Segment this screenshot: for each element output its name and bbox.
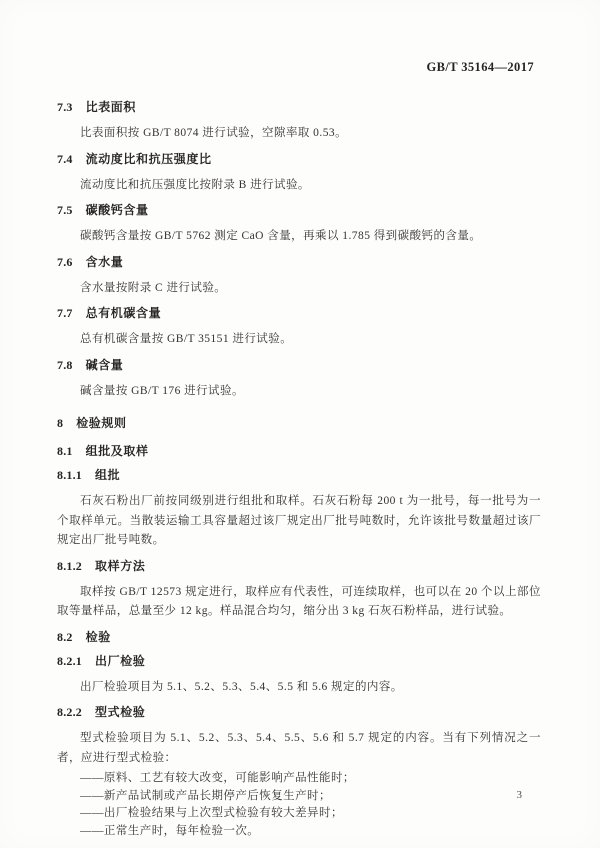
body-paragraph: 取样按 GB/T 12573 规定进行，取样应有代表性，可连续取样，也可以在 20 个以上部位取等量样品，总量至少 12 kg。样品混合均匀，缩分出 3 kg 石灰石粉样品，进行试验。 <box>57 585 541 617</box>
clause-heading <box>57 442 541 460</box>
clause-title: 组批及取样 <box>85 444 149 458</box>
clause-heading <box>57 628 541 646</box>
clause-title: 型式检验 <box>95 705 146 719</box>
body-paragraph: 比表面积按 GB/T 8074 进行试验，空隙率取 0.53。 <box>80 127 348 139</box>
clause-title: 碳酸钙含量 <box>85 203 149 217</box>
clause-title: 检验规则 <box>76 416 127 430</box>
clause-title: 比表面积 <box>85 100 137 114</box>
page-number: 3 <box>516 789 522 801</box>
clause-number: 7.4 <box>57 151 73 166</box>
clause-heading <box>57 201 541 219</box>
clause-title: 组批 <box>95 468 121 482</box>
body-paragraph: 碳酸钙含量按 GB/T 5762 测定 CaO 含量，再乘以 1.785 得到碳酸钙的含量。 <box>80 230 482 242</box>
body-paragraph: 型式检验项目为 5.1、5.2、5.3、5.4、5.5、5.6 和 5.7 规定的内容。当有下列情况之一者，应进行型式检验： <box>57 732 541 764</box>
dash-list-item: ——原料、工艺有较大改变，可能影响产品性能时； <box>80 772 355 784</box>
body-paragraph: 总有机碳含量按 GB/T 35151 进行试验。 <box>80 333 293 345</box>
dash-list-item: ——出厂检验结果与上次型式检验有较大差异时； <box>80 807 343 819</box>
subclause-heading <box>57 557 541 575</box>
clause-number: 8.2 <box>57 629 73 644</box>
dash-list-item: ——新产品试制或产品长期停产后恢复生产时； <box>80 789 331 802</box>
body-paragraph: 出厂检验项目为 5.1、5.2、5.3、5.4、5.5 和 5.6 规定的内容。 <box>80 680 403 693</box>
body-paragraph: 含水量按附录 C 进行试验。 <box>80 281 227 294</box>
clause-number: 8.1 <box>57 444 73 458</box>
clause-number: 7.7 <box>57 306 73 320</box>
clause-heading <box>57 150 541 168</box>
clause-number: 8 <box>57 416 64 430</box>
body-paragraph: 石灰石粉出厂前按同级别进行组批和取样。石灰石粉每 200 t 为一批号，每一批号为一个取样单元。当散装运输工具容量超过该厂规定出厂批号吨数时，允许该批号数量超过该厂规定出厂批号吨数。 <box>57 495 541 546</box>
clause-number: 8.1.2 <box>57 558 82 573</box>
clause-heading <box>57 253 541 271</box>
clause-title: 含水量 <box>85 254 124 269</box>
clause-title: 检验 <box>85 629 111 644</box>
clause-number: 7.5 <box>57 203 73 217</box>
clause-title: 总有机碳含量 <box>85 306 162 320</box>
body-paragraph: 流动度比和抗压强度比按附录 B 进行试验。 <box>80 178 310 191</box>
chapter-heading <box>57 414 541 432</box>
clause-number: 7.6 <box>57 254 73 269</box>
clause-number: 8.2.1 <box>57 653 82 668</box>
document-body <box>57 96 541 840</box>
dash-list-item: ——正常生产时，每年检验一次。 <box>80 824 260 837</box>
clause-number: 8.1.1 <box>57 468 82 482</box>
clause-number: 7.8 <box>57 357 73 372</box>
body-paragraph: 碱含量按 GB/T 176 进行试验。 <box>80 384 244 397</box>
subclause-heading <box>57 652 541 670</box>
clause-heading <box>57 304 541 322</box>
clause-number: 8.2.2 <box>57 705 82 719</box>
subclause-heading <box>57 703 541 721</box>
clause-title: 出厂检验 <box>95 653 146 668</box>
clause-heading <box>57 98 541 116</box>
clause-title: 流动度比和抗压强度比 <box>85 151 212 166</box>
standard-number: GB/T 35164—2017 <box>426 60 534 74</box>
subclause-heading <box>57 466 541 484</box>
clause-title: 碱含量 <box>85 357 124 372</box>
clause-title: 取样方法 <box>95 558 146 573</box>
clause-heading <box>57 356 541 374</box>
clause-number: 7.3 <box>57 100 73 114</box>
